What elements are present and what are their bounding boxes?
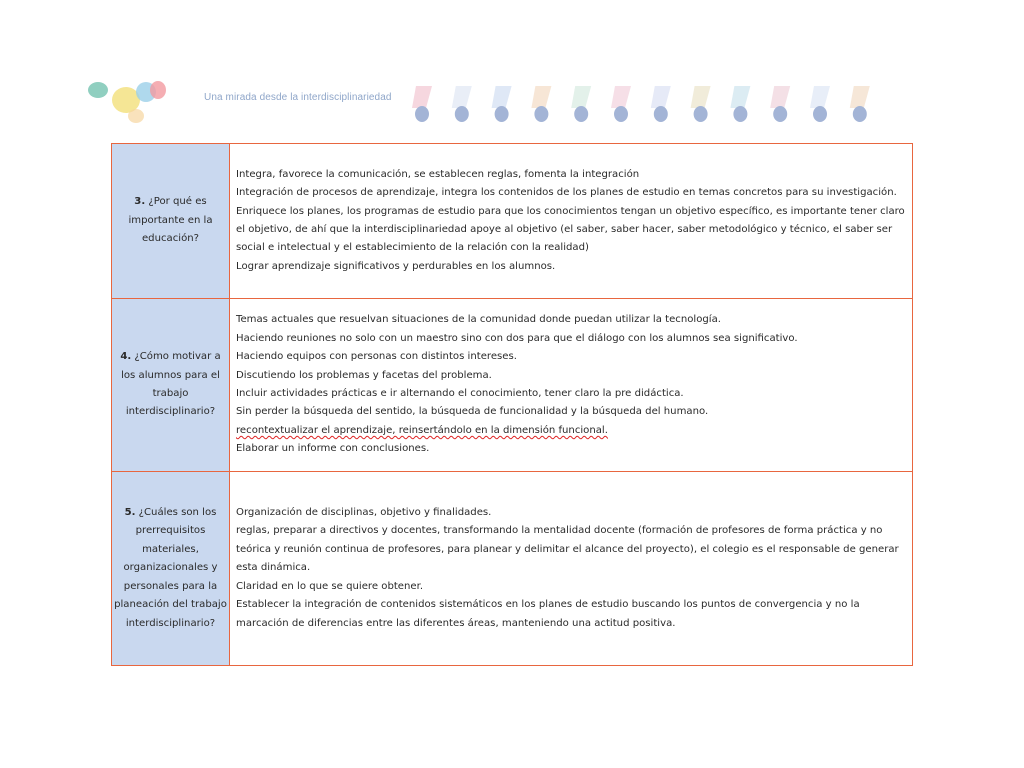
answer-line-spellcheck: recontextualizar el aprendizaje, reinsertándolo en la dimensión funcional.	[236, 424, 608, 436]
colorful-blob-logo-icon	[88, 80, 178, 126]
answer-cell	[230, 299, 913, 472]
answer-line: Enriquece los planes, los programas de estudio para que los conocimientos tengan un objetivo específico, es importante tener claro el objetivo, de ahí que la interdisciplinariedad apoye al objetivo (el saber, saber hacer, saber metodológico y técnico, el saber ser social e intelectual y el establecimiento de la relación con la realidad)	[236, 205, 905, 254]
decorative-bar	[611, 86, 631, 108]
answer-line: Organización de disciplinas, objetivo y finalidades.	[236, 507, 492, 519]
decorative-dot	[415, 106, 429, 122]
decorative-dot	[773, 106, 787, 122]
decorative-bar	[810, 86, 830, 108]
decorative-bar	[531, 86, 551, 108]
table-row	[112, 472, 913, 666]
decorative-dot	[694, 106, 708, 122]
answer-line: Integra, favorece la comunicación, se establecen reglas, fomenta la integración	[236, 168, 640, 180]
question-cell	[112, 299, 230, 472]
answer-line: Elaborar un informe con conclusiones.	[236, 443, 430, 455]
answer-line: reglas, preparar a directivos y docentes, transformando la mentalidad docente (formación de profesores de forma práctica y no teórica y reunión continua de profesores, para planear y delimitar el alcance del proyecto), el colegio es el responsable de generar esta dinámica.	[236, 525, 899, 574]
answer-line: Lograr aprendizaje significativos y perdurables en los alumnos.	[236, 260, 556, 272]
decorative-bar	[651, 86, 671, 108]
answer-line: Integración de procesos de aprendizaje, integra los contenidos de los planes de estudio en temas concretos para su investigación.	[236, 187, 897, 199]
answer-line: Haciendo reuniones no solo con un maestro sino con dos para que el diálogo con los alumnos sea significativo.	[236, 332, 798, 344]
answer-cell	[230, 472, 913, 666]
header-subtitle: Una mirada desde la interdisciplinariedad	[204, 92, 392, 103]
decorative-bar	[412, 86, 432, 108]
decorative-bar	[691, 86, 711, 108]
questions-table	[111, 143, 913, 666]
question-cell	[112, 472, 230, 666]
answer-cell	[230, 144, 913, 299]
table-row	[112, 144, 913, 299]
question-text: ¿Cómo motivar a los alumnos para el trabajo interdisciplinario?	[121, 351, 221, 418]
decorative-dot-row-icon	[410, 84, 920, 126]
decorative-dot	[534, 106, 548, 122]
answer-line: Establecer la integración de contenidos sistemáticos en los planes de estudio buscando los puntos de convergencia y no la marcación de diferencias entre las diferentes áreas, manteniendo una actitud positiva.	[236, 599, 860, 629]
answer-line: Claridad en lo que se quiere obtener.	[236, 580, 424, 592]
decorative-dot	[813, 106, 827, 122]
decorative-dot	[614, 106, 628, 122]
decorative-bar	[770, 86, 790, 108]
decorative-dot	[455, 106, 469, 122]
decorative-dot	[733, 106, 747, 122]
answer-line: Temas actuales que resuelvan situaciones de la comunidad donde puedan utilizar la tecnología.	[236, 314, 721, 326]
decorative-bar	[452, 86, 472, 108]
page-header	[0, 0, 1024, 140]
decorative-bar	[571, 86, 591, 108]
decorative-bar	[850, 86, 870, 108]
question-text: ¿Cuáles son los prerrequisitos materiales, organizacionales y personales para la planeación del trabajo interdisciplinario?	[114, 507, 227, 629]
question-number: 3.	[134, 196, 146, 208]
answer-line: Incluir actividades prácticas e ir alternando el conocimiento, tener claro la pre didáctica.	[236, 388, 684, 399]
decorative-dot	[574, 106, 588, 122]
answer-line: Haciendo equipos con personas con distintos intereses.	[236, 351, 517, 363]
decorative-dot	[853, 106, 867, 122]
decorative-bar	[492, 86, 512, 108]
question-text: ¿Por qué es importante en la educación?	[128, 196, 213, 245]
decorative-bar	[730, 86, 750, 108]
question-cell	[112, 144, 230, 299]
question-number: 4.	[120, 351, 132, 363]
answer-line: Sin perder la búsqueda del sentido, la búsqueda de funcionalidad y la búsqueda del humano.	[236, 406, 709, 418]
answer-line: Discutiendo los problemas y facetas del problema.	[236, 369, 492, 381]
decorative-dot	[654, 106, 668, 122]
question-number: 5.	[124, 507, 136, 519]
table-row	[112, 299, 913, 472]
decorative-dot	[495, 106, 509, 122]
